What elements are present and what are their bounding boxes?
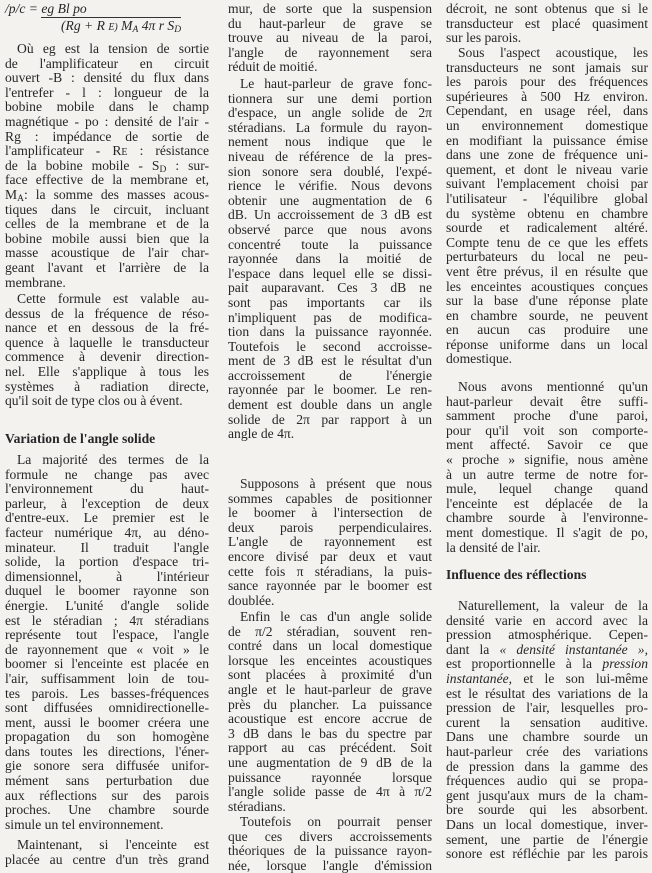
text-line: en chambre sourde, ne peuvent: [446, 307, 648, 323]
text-line: mule, lequel change quand: [446, 481, 648, 497]
text-line: bobine mobile dans le champ: [5, 99, 209, 115]
text-line: née, lorsque l'angle d'émission: [228, 857, 432, 873]
text-line: nel. Elle s'applique à tous les: [5, 363, 209, 379]
text-line: minateur. Il traduit l'angle: [5, 539, 209, 555]
subscript-text: E: [121, 147, 128, 159]
text-line: celles de la membrane et de la: [5, 216, 209, 232]
paragraph: [446, 380, 648, 555]
text-line: pait auparavant. Ces 3 dB ne: [228, 280, 432, 296]
text-line: face effective de la membrane et,: [5, 172, 209, 188]
text-line: théoriques de la puissance rayon-: [228, 843, 432, 859]
text-line: ment affecté. Savoir ce que: [446, 437, 648, 453]
text-line: quement, et dont le niveau varie: [446, 161, 648, 177]
text-line: placée au centre d'un très grand: [5, 851, 209, 867]
text-line: ouvert -B : densité du flux dans: [5, 70, 209, 86]
text-line: proches. Une chambre sourde: [5, 802, 209, 818]
text-segment: : sur-: [166, 157, 209, 173]
paragraph: [228, 477, 432, 608]
text-line: les parois pour des fréquences: [446, 74, 648, 90]
text-line: bre sourde qui les absorbent.: [446, 802, 648, 818]
paragraph: [446, 2, 648, 46]
text-line: la densité de l'air.: [446, 539, 541, 555]
formula-lhs: /p/c =: [5, 1, 42, 16]
text-line: perturbateurs du local ne peu-: [446, 249, 648, 265]
text-line: aux réflections sur des parois: [5, 787, 209, 803]
text-line: « proche » signifie, nous amène: [446, 451, 648, 467]
text-line: lorsque les enceintes acoustiques: [228, 652, 432, 668]
text-line: formule ne change pas avec: [5, 466, 209, 482]
text-line: le boomer à l'intersection de: [228, 505, 432, 521]
section-heading: [5, 432, 209, 447]
text-line: les enceintes acoustiques conçues: [446, 278, 648, 294]
text-line: doublée.: [228, 592, 275, 608]
text-line: transducteurs ne sont jamais sur: [446, 59, 648, 75]
text-line: quence à laquelle le transducteur: [5, 334, 209, 350]
text-line: nance et en dessous de la fré-: [5, 320, 209, 336]
text-segment: (Rg + R: [61, 18, 109, 33]
text-line: concentré toute la puissance: [228, 236, 432, 252]
text-line: encore divisé par deux et vaut: [228, 548, 432, 564]
text-line: systèmes à radiation directe,: [5, 378, 209, 394]
text-line: supérieures à 500 Hz environ.: [446, 88, 648, 104]
text-line: stéradians.: [228, 798, 286, 814]
paragraph: [228, 610, 432, 814]
text-line: l'espace dans lequel elle se dissi-: [228, 265, 432, 281]
text-line: obtenir une augmentation de 6: [228, 192, 432, 208]
text-line: est le résultat des variations de la: [446, 685, 648, 701]
text-line: gie sonore sera diffusée unifor-: [5, 758, 209, 774]
subscript-text: E): [108, 22, 118, 33]
text-line: tion dans la puissance rayonnée.: [228, 324, 432, 340]
text-line: l'utilisateur - l'équilibre global: [446, 190, 648, 206]
text-line: solide, la portion d'espace tri-: [5, 554, 209, 570]
text-line: que ces divers accroissements: [228, 828, 432, 844]
text-line: haut-parleur devait être suffi-: [446, 393, 648, 409]
text-line: rapport au cas précédent. Soit: [228, 740, 432, 756]
text-line: sur la base d'une réponse plate: [446, 293, 648, 309]
text-line: accroissement de l'énergie: [228, 367, 432, 383]
text-line: rayonnée dans la moitié de: [228, 251, 432, 267]
text-line: [5, 188, 209, 203]
text-line: boomer si l'enceinte est placée en: [5, 656, 209, 672]
text-line: pression de l'air, lesquelles pro-: [446, 700, 648, 716]
text-line: facteur numérique 4π, au déno-: [5, 524, 209, 540]
text-line: Maintenant, si l'enceinte est: [17, 837, 209, 852]
text-line: gent jusqu'aux murs de la cham-: [446, 787, 648, 803]
text-line: Dans une chambre sourde un: [446, 729, 648, 745]
paragraph: [228, 815, 432, 873]
text-line: représente tout l'espace, l'angle: [5, 627, 209, 643]
text-line: La majorité des termes de la: [17, 452, 209, 467]
text-line: 3 dB dans le bas du spectre par: [228, 725, 432, 741]
text-line: duquel le boomer rayonne son: [5, 583, 209, 599]
subscript-text: A: [132, 25, 139, 35]
text-line: Naturellement, la valeur de la: [458, 598, 648, 613]
paragraph: [5, 453, 209, 832]
text-line: réponse uniforme dans un local: [446, 336, 648, 352]
text-line: Où eg est la tension de sortie: [17, 41, 209, 56]
text-line: nement nous indique que le: [228, 134, 432, 150]
text-line: parleur, à l'exception de deux: [5, 495, 209, 511]
text-line: Supposons à présent que nous: [240, 476, 432, 491]
subscript-text: A: [17, 193, 24, 204]
text-line: dessus de la fréquence de réso-: [5, 305, 209, 321]
paragraph: [446, 46, 648, 367]
formula-numerator-line: [5, 1, 215, 17]
text-line: Variation de l'angle solide: [5, 431, 156, 446]
text-line: sont placées à proximité d'un: [228, 667, 432, 683]
text-line: pression atmosphérique. Cepen-: [446, 627, 648, 643]
text-line: vent être prévus, il en résulte que: [446, 263, 648, 279]
text-line: dimensionnel, à l'intérieur: [5, 568, 209, 584]
text-line: transducteur est placé quasiment: [446, 15, 648, 31]
text-line: ment, aussi le boomer créera une: [5, 714, 209, 730]
text-line: d'entre-eux. Le premier est le: [5, 510, 209, 526]
text-line: sont pas importants car ils: [228, 294, 432, 310]
text-line: mément sans perturbation due: [5, 773, 209, 789]
text-line: magnétique - po : densité de l'air -: [5, 113, 209, 129]
text-segment: l'amplificateur - R: [5, 143, 122, 159]
text-line: dement est double dans un angle: [228, 397, 432, 413]
italic-text: instantanée,: [446, 670, 513, 686]
text-line: de pression dans la gamme des: [446, 758, 648, 774]
text-line: l'air, suffisamment loin de tou-: [5, 670, 209, 686]
text-line: du système obtenu en chambre: [446, 205, 648, 221]
text-line: Le haut-parleur de grave fonc-: [240, 76, 432, 91]
text-line: trouve au niveau de la paroi,: [228, 30, 432, 46]
text-line: un environnement domestique: [446, 117, 648, 133]
text-line: sonore est réfléchie par les parois: [446, 846, 648, 862]
text-line: solide de 2π par rapport à un: [228, 411, 432, 427]
text-segment: et le son lui-même: [512, 670, 648, 686]
paragraph: [446, 599, 648, 862]
text-line: sance rayonnée par le boomer est: [228, 578, 432, 594]
text-line: du haut-parleur de grave se: [228, 15, 432, 31]
text-line: stéradians. La formule du rayon-: [228, 119, 432, 135]
paragraph: [5, 292, 209, 409]
text-line: [446, 672, 648, 687]
formula-denominator: [5, 17, 215, 35]
text-line: n'impliquent pas de modifica-: [228, 309, 432, 325]
text-line: mur, de sorte que la suspension: [228, 1, 432, 16]
text-line: [5, 159, 209, 174]
text-line: de l'amplificateur en circuit: [5, 55, 209, 71]
text-line: rience le vérifie. Nous devons: [228, 178, 432, 194]
text-segment: : la somme des masses acous-: [23, 186, 209, 202]
text-line: de rayonnement que « voit » le: [5, 641, 209, 657]
text-line: curent la sensation auditive.: [446, 714, 648, 730]
text-line: Cependant, en usage réel, dans: [446, 103, 648, 119]
text-line: à un autre terme de notre for-: [446, 466, 648, 482]
text-line: densité varie en accord avec la: [446, 612, 648, 628]
text-segment: ,: [644, 641, 649, 657]
text-line: [446, 657, 648, 672]
text-line: est le stéradian ; 4π stéradians: [5, 612, 209, 628]
text-line: sont diffusées omnidirectionelle-: [5, 700, 209, 716]
text-line: l'angle de rayonnement sera: [228, 44, 432, 60]
formula-numerator: eg Bl po: [41, 1, 181, 18]
paragraph: [228, 77, 432, 442]
text-line: deux parois perpendiculaires.: [228, 519, 432, 535]
section-heading: [446, 568, 648, 583]
text-line: sourde et radicalement altéré.: [446, 220, 648, 236]
text-line: l'entrefer - l : longueur de la: [5, 84, 209, 100]
text-line: commence à devenir direction-: [5, 349, 209, 365]
text-line: Dans un local domestique, inver-: [446, 816, 648, 832]
text-line: suivant l'emplacement choisi par: [446, 176, 648, 192]
text-line: en modifiant la puissance émise: [446, 132, 648, 148]
text-line: rayonnée par le boomer. Le ren-: [228, 382, 432, 398]
text-line: qu'il soit de type clos ou à évent.: [5, 393, 183, 409]
text-line: réduit de moitié.: [228, 59, 318, 75]
text-line: cette fois π stéradians, la puis-: [228, 563, 432, 579]
paragraph: [5, 42, 209, 290]
text-line: Toutefois le second accroisse-: [228, 338, 432, 354]
text-line: bobine mobile aussi bien que la: [5, 230, 209, 246]
text-line: une augmentation de 9 dB de la: [228, 754, 432, 770]
text-line: l'environnement du haut-: [5, 481, 209, 497]
text-line: samment proche d'une paroi,: [446, 408, 648, 424]
text-line: [5, 144, 209, 159]
text-line: pour qu'il voit son comporte-: [446, 422, 648, 438]
text-line: chambre sourde à l'environne-: [446, 510, 648, 526]
text-line: énergie. L'unité d'angle solide: [5, 597, 209, 613]
text-line: observé parce que nous avons: [228, 221, 432, 237]
text-line: masse acoustique de l'air char-: [5, 245, 209, 261]
text-segment: M: [117, 18, 133, 33]
text-segment: 4π r S: [138, 18, 175, 33]
text-line: sur les parois.: [446, 30, 522, 46]
subscript-text: D: [174, 25, 182, 35]
text-line: Enfin le cas d'un angle solide: [240, 609, 432, 624]
text-segment: M: [5, 186, 18, 202]
text-line: l'enceinte est déplacée de la: [446, 495, 648, 511]
italic-text: pression: [602, 656, 648, 672]
text-line: L'angle de rayonnement est: [228, 534, 432, 550]
text-line: Influence des réflections: [446, 567, 587, 582]
formula: [5, 1, 215, 35]
text-line: [446, 643, 648, 658]
paragraph: [5, 838, 209, 867]
text-line: tionnera sur une demi portion: [228, 90, 432, 106]
text-line: sommes capables de positionner: [228, 490, 432, 506]
text-line: d'espace, un angle solide de 2π: [228, 105, 432, 121]
text-line: simule un tel environnement.: [5, 816, 164, 832]
text-line: Toutefois on pourrait penser: [240, 814, 432, 829]
text-segment: dant la: [446, 641, 500, 657]
text-line: puissance rayonnée lorsque: [228, 769, 432, 785]
text-line: angle et le haut-parleur de grave: [228, 681, 432, 697]
text-line: domestique.: [446, 351, 513, 367]
text-line: ment domestique. Il s'agit de po,: [446, 524, 648, 540]
text-line: Rg : impédance de sortie de: [5, 128, 209, 144]
text-line: haut-parleur crée des variations: [446, 743, 648, 759]
text-line: en aucun cas produire une: [446, 322, 648, 338]
text-line: acoustique est encore accrue de: [228, 711, 432, 727]
text-line: propagation du son homogène: [5, 729, 209, 745]
text-line: dB. Un accroissement de 3 dB est: [228, 207, 432, 223]
paragraph: [228, 2, 432, 75]
text-line: geant l'avant et l'arrière de la: [5, 259, 209, 275]
text-line: Compte tenu de ce que les effets: [446, 234, 648, 250]
text-segment: est proportionnelle à la: [446, 656, 603, 672]
text-segment: de la bobine mobile - S: [5, 157, 160, 173]
text-line: l'angle solide passe de 4π à π/2: [228, 784, 432, 800]
text-line: sement, une partie de l'énergie: [446, 831, 648, 847]
text-line: Nous avons mentionné qu'un: [458, 379, 648, 394]
text-line: membrane.: [5, 274, 66, 290]
text-line: angle de 4π.: [228, 426, 295, 442]
text-line: de π/2 stéradian, souvent ren-: [228, 623, 432, 639]
text-line: décroit, ne sont obtenus que si le: [446, 1, 648, 16]
italic-text: « densité instantanée »: [499, 641, 645, 657]
text-line: Sous l'aspect acoustique, les: [458, 45, 648, 60]
subscript-text: D: [159, 164, 167, 175]
text-line: dans toutes les directions, l'éner-: [5, 743, 209, 759]
text-line: tiques dans le circuit, incluant: [5, 201, 209, 217]
text-line: tes parois. Les basses-fréquences: [5, 685, 209, 701]
text-line: niveau de référence de la pres-: [228, 148, 432, 164]
text-line: sion sonore sera doublé, l'expé-: [228, 163, 432, 179]
text-line: contré dans un local domestique: [228, 638, 432, 654]
text-line: fréquences audio qui se propa-: [446, 773, 648, 789]
text-line: près du plancher. La puissance: [228, 696, 432, 712]
text-line: dans une zone de fréquence uni-: [446, 147, 648, 163]
text-segment: : résistance: [127, 143, 209, 159]
text-line: Cette formule est valable au-: [17, 291, 209, 306]
text-line: ment de 3 dB est le résultat d'un: [228, 353, 432, 369]
